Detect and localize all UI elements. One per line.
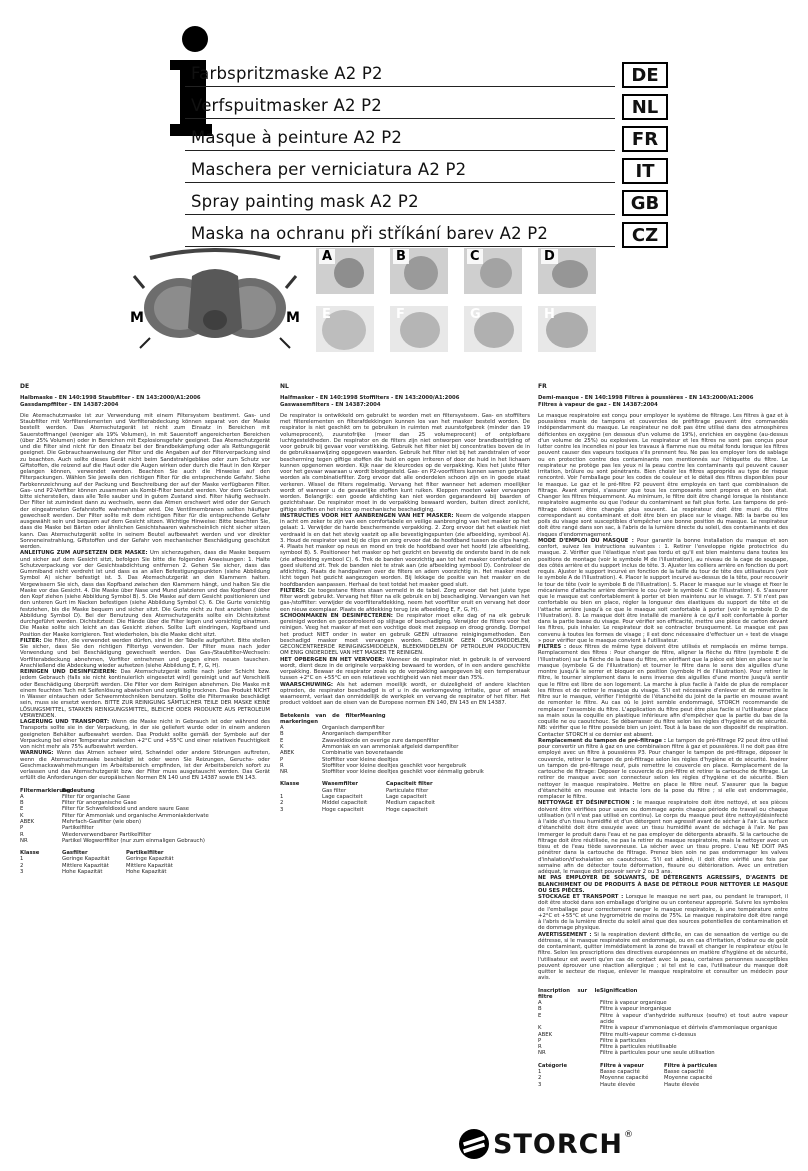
fr-filter-marking-table: Inscription sur le filtre Signification A Filtre à vapeur organique B Filtre à vapeur inorganique E Filtre à vapeur d'anhydride sulfureux (soufre) et tout autre vapeur acide K Filtre à vapeur d'ammoniaque et dérivés d'ammoniaque organique ABEK Filtre multi-vapeur comme ci-dessus P Filtre à particules R Filtre à particules réutilisable NR Filtre à particules pour une seule utilisation [538, 987, 788, 1057]
lang-box-fr: FR [622, 126, 668, 152]
fr-body: Le masque respiratoire est conçu pour employer le système de filtrage. Les filtres à gaz et à poussières munis de tampons et couvercles de préfiltrage peuvent être commandés indépendamment du masque. Le respirateur ne doit pas être utilisé dans des atmosphères déficientes en oxygène (en dessous d'un volume de 19%), enrichies en oxygène (au-dessus d'un volume de 25%) ou explosives. Le respirateur et les filtres ne sont pas conçus pour lutter contre les incendies ni pour les travaux à flamme nue ou métal fondu lorsque les filtres peuvent causer des vapeurs toxiques s'ils prennent feu. Ne pas les employer lors de sablage ou en protection contre des contaminants non mentionnés sur l'étiquette du filtre. Le respirateur ne protège pas les yeux ni la peau contre les contaminants qui peuvent causer irritation, brûlure ou sont pénétrants. Bien choisir les filtres appropriés au type de risque rencontré. Voir l'emballage pour les codes de couleur et le détail des filtres disponibles pour le masque. Le gaz et le pré-filtre P2 peuvent être employés en tant que combinaison de filtrage. Avant emploi, s'assurer que tous les composants sont propres et en bon état. Changer les filtres fréquemment. Au minimum, le filtre doit être changé lorsque la résistance respiratoire augmente ou que l'odeur du contaminant se fait plus forte. Les tampons de pré-filtrage doivent être changés plus souvent. Le respirateur doit être muni du filtre correspondant au contaminant et doit être bien en place sur le visage. NB: la barbe ou les poils du visage sont susceptibles d'empêcher une bonne position du masque. Le respirateur doit être rangé dans son sac, à l'abris de la lumière directe du soleil, des contaminants et des risques d'endommagement. [538, 412, 788, 538]
lang-box-nl: NL [622, 94, 668, 120]
de-filter-marking-table: Filtermarkierung Bedeutung A Filter für organische Gase B Filter für anorganische Gase E Filter für Schwefeldioxid und andere saure Gase K Filter für Ammoniak und organische Ammoniakderivate ABEK Mehrfach-Gasfilter (wie oben) P Partikelfilter R Wiederverwendbarer Partikelfilter NR Partikel Wegwerffilter (nur zum einmaligen Gebrauch) [20, 787, 209, 844]
figure-panel-e: E [316, 306, 374, 352]
title-cz: Maska na ochranu při stříkání barev A2 P2 [185, 215, 615, 247]
figure-panel-f: F [390, 306, 448, 352]
figure-panel-d: D [538, 248, 596, 294]
product-title-list [185, 55, 615, 247]
column-fr: FR Demi-masque - EN 140:1998 Filtres à poussières - EN 143:2000/A1:2006 Filtres à vapeur de gaz - EN 14387:2004 Le masque respiratoire est conçu pour employer le système de filtrage. Les filtres à gaz et à poussières munis de tampons et couvercles de préfiltrage peuvent être commandés indépendamment du masque. Le respirateur ne doit pas être utilisé dans des atmosphères déficientes en oxygène (en dessous d'un volume de 19%), enrichies en oxygène (au-dessus d'un volume de 25%) ou explosives. Le respirateur et les filtres ne sont pas conçus pour lutter contre les incendies ni pour les travaux à flamme nue ou métal fondu lorsque les filtres peuvent causer des vapeurs toxiques s'ils prennent feu. Ne pas les employer lors de sablage ou en protection contre des contaminants non mentionnés sur l'étiquette du filtre. Le respirateur ne protège pas les yeux ni la peau contre les contaminants qui peuvent causer irritation, brûlure ou sont pénétrants. Bien choisir les filtres appropriés au type de risque rencontré. Voir l'emballage pour les codes de couleur et le détail des filtres disponibles pour le masque. Le gaz et le pré-filtre P2 peuvent être employés en tant que combinaison de filtrage. Avant emploi, s'assurer que tous les composants sont propres et en bon état. Changer les filtres fréquemment. Au minimum, le filtre doit être changé lorsque la résistance respiratoire augmente ou que l'odeur du contaminant se fait plus forte. Les tampons de pré-filtrage doivent être changés plus souvent. Le respirateur doit être muni du filtre correspondant au contaminant et doit être bien en place sur le visage. NB: la barbe ou les poils du visage sont susceptibles d'empêcher une bonne position du masque. Le respirateur doit être rangé dans son sac, à l'abris de la lumière directe du soleil, des contaminants et des risques d'endommagement. MODE D'EMPLOI DU MASQUE : Pour garantir la bonne installation du masque et son confort, suivez les instructions suivantes : 1. Retirer l'enveloppe rigide protectrice du masque. 2. Vérifier que l'élastique n'est pas tordu et qu'il est bien maintenu dans toutes les positions de montage (voir le symbole M de l'illustration), au niveau de la cage de soupape, des côtés arrière et du support inclus de tête. 3. Ajuster les colliers arrière en fonction du port requis. Ajuster le support incurvé en fonction de la taille du tour de tête des utilisateurs (voir le symbole A de l'illustration). 4. Placer le support incurvé au-dessus de la tête, pour recouvrir le tour de tête (voir le symbole B de l'illustration). 5. Placer le masque sur le visage et fixer le mécanisme d'attache arrière derrière le cou (voir le symbole C de l'illustration). 6. S'assurer que le masque est confortablement à porter et bien maintenu sur le visage. 7. S'il n'est pas confortable ou bien en place, régler la longueur des élastiques du support de tête et de l'attache arrière jusqu'à ce que le masque soit confortable à porter (voir le symbole D de l'illustration). 8. Le masque doit être installé de manière à ce qu'il soit confortable à porter dans la partie basse du visage. Pour vérifier son efficacité, mettre une pièce de carton devant les filtres, puis inhaler. Le respirateur doit se contracter brusquement. Le masque est pas convenu à toutes les formes de visage ; il est donc nécessaire d'effectuer un « test de visage » pour vérifier que le masque convient à l'utilisateur. FILTRES : deux filtres de même type doivent être utilisés et remplacés en même temps. Remplacement des filtres : Pour changer de filtre, aligner la flèche du filtre (symbole E de l'illustration) sur la flèche de la base du filtre, en vérifiant que la pièce est bien en place sur le masque (symbole G de l'illustration) et tourner le filtre dans le sens des aiguilles d'une montre jusqu'à le serrer et bloquer en position (symbole H de l'illustration). Pour retirer le filtre, le tourner simplement dans le sens inverse des aiguilles d'une montre jusqu'à sentir que le filtre est libre de son logement. La marche à plus facile à l'aide de plus de remplacer les filtres et de retirer le masque du visage. S'il est nécessaire d'enlever et de remettre le filtre sur le masque, vérifier l'intégrité de l'étanchéité du joint de la partie en mousse avant de remonter le filtre. Au cas où le joint semble endommagé, STORCH recommande de remplacer l'ensemble du filtre. L'application du filtre peut être plus facile si l'utilisateur place sa main sous la coquille en plastique inférieure afin d'empêcher que la partie du bas de la coquille ne ou caoutchouc. Se débarrasser du filtre selon les règles d'hygiène et de sécurité. NB: vérifier que le filtre possède bien un joint. Tout à la base de son dispositif de respiration. Contacter STORCH si ce dernier est absent. Remplacement du tampon de pré-filtrage : Le tampon de pré-filtrage P2 peut être utilisé pour convertir un filtre à gaz en une combinaison filtre à gaz et poussières. Il ne doit pas être employé avec un filtre à poussières P3. Pour changer le tampon de pré-filtrage, déposer le couvercle, retirer le tampon de pré-filtrage selon les règles d'hygiène et de sécurité. Insérer un tampon de pré-filtrage neuf, puis remettre le couvercle en place. Remplacement de la cartouche de filtrage: Déposer le couvercle du pré-filtre et retirer la cartouche de filtrage. Le retirer de masque avec son connecteur selon les règles d'hygiène et de sécurité. Bien nettoyer le masque respiratoire. Mettre en place le filtre neuf. S'assurer que la bague d'étanchéité en mousse est intacte lors de la pose du filtre ; si elle est endommagée, remplacer le filtre. NETTOYAGE ET DÉSINFECTION : le masque respiratoire doit être nettoyé, et ses pièces doivent être vérifiées pour usure ou dommage après chaque période de travail ou chaque utilisation (s'il n'est pas utilisé en continu). Le corps du masque peut être nettoyé/désinfecté à l'aide d'un tissu humidifié et d'un détergent non agressif avant de sécher à l'air. La surface d'étanchéité doit être essuyée avec un tissu humidifié avant de séchage à l'air. Ne pas immerger le produit dans l'eau et ne pas employer de détergents abrasifs. Si la cartouche de filtrage doit être réutilisée, ne pas la retirer du masque respiratoire, mais la nettoyer avec un tissu et de l'eau tiède savonneuse. La sécher avec un tissu propre. L'eau NE DOIT PAS pénétrer dans la cartouche de filtrage. Prenez bien soin ne pas endommager les valves d'inhalation/d'exhalation en caoutchouc. S'il est abîmé, il doit être vérifié une fois par semaine afin de détecter toute déformation, fissure ou détérioration. Avec un entretien adéquat, le masque doit pouvoir servir 2 ou 3 ans. NE PAS EMPLOYER DE SOLVANTS, DE DÉTERGENTS AGRESSIFS, D'AGENTS DE BLANCHIMENT OU DE PRODUITS À BASE DE PÉTROLE POUR NETTOYER LE MASQUE OU SES PIÈCES. STOCKAGE ET TRANSPORT : Lorsque le masque ne sert pas, ou pendant le transport, il doit être stocké dans son emballage d'origine ou un conteneur approprié. Suivre les symboles de l'emballage pour correctement ranger le masque respiratoire, à une température entre +2°C et +55°C et une hygrométrie de moins de 75%. Le masque respiratoire doit être rangé à l'abris de la lumière directe du soleil ainsi que des sources potentielles de contamination et de dommage physique. AVERTISSEMENT : Si la respiration devient difficile, en cas de sensation de vertige ou de détresse, si le masque respiratoire est endommagé, ou en cas d'irritation, d'odeur ou de goût de contaminant, quitter immédiatement la zone de travail et changer le respirateur et/ou le filtre. Selon les prescriptions des directives européennes en matière d'hygiène et de sécurité, l'utilisateur est averti qu'en cas de contact avec la peau, certaines personnes susceptibles peuvent éprouver une réaction allergique ; si tel est le cas, l'utilisateur du masque doit quitter le secteur de risque, enlever le masque respiratoire et consulter un médecin pour avis. Inscription sur le filtre Signification A Filtre à vapeur organique B Filtre à vapeur inorganique E Filtre à vapeur d'anhydride sulfureux (soufre) et tout autre vapeur acide K Filtre à vapeur d'ammoniaque et dérivés d'ammoniaque organique ABEK Filtre multi-vapeur comme ci-dessus P Filtre à particules R Filtre à particules réutilisable NR Filtre à particules pour une seule utilisation Catégorie Filtre à vapeur Filtre à particules 1 Basse capacité Basse capacité 2 Moyenne capacité Moyenne capacité 3 Haute élevée Haute élevée [538, 383, 789, 1088]
marker-m-right: M [286, 310, 300, 326]
lang-box-gb: GB [622, 190, 668, 216]
title-it: Maschera per verniciatura A2 P2 [185, 151, 615, 183]
figure-panel-b: B [390, 248, 448, 294]
marker-m-left: M [130, 310, 144, 326]
figure-panel-h: H [538, 306, 596, 352]
fitting-illustrations [130, 248, 680, 354]
de-class-table: Klasse Gasfilter Partikelfilter 1 Geringe Kapazität Geringe Kapazität 2 Mittlere Kapazität Mittlere Kapazität 3 Hohe Kapazität Hohe Kapazität [20, 850, 174, 876]
figure-panel-c: C [464, 248, 522, 294]
fr-class-table: Catégorie Filtre à vapeur Filtre à particules 1 Basse capacité Basse capacité 2 Moyenne capacité Moyenne capacité 3 Haute élevée Haute élevée [538, 1062, 718, 1088]
title-nl: Verfspuitmasker A2 P2 [185, 87, 615, 119]
storch-logo: STORCH ® [459, 1128, 633, 1160]
de-body: Die Atemschutzmaske ist zur Verwendung mit einem Filtersystem bestimmt. Gas- und Staubfilter mit Vorfilterelementen und Vorfilterabdeckung können separat von der Maske bestellt werden. Das Atemschutzgerät ist nicht zum Einsatz in Bereichen mit Sauerstoffmangel (weniger als 19% Volumen), in mit Sauerstoff angereicherten Bereichen (über 25% Volumen) oder in Bereichen mit Explosionsgefahr geeignet. Das Atemschutzgerät und die Filter sind nicht für den Einsatz bei der Brandbekämpfung oder als Rettungsgerät geeignet. Die Gebrauchsanweisung der Filter und die Angaben auf der Filterverpackung sind zu beachten. Auch sollte dieses Gerät nicht beim Sandstrahlgebläse oder zum Schutz vor Giftstoffen, die reizend auf die Haut oder die Augen wirken oder durch die Haut in den Körper gelangen können, verwendet werden. Beachten Sie auch die Hinweise auf den Filterpackungen. Wählen Sie jeweils den richtigen Filter für die entsprechende Gefahr. Siehe Farbkennzeichnung auf der Packung und Beschreibung der auf der Maske verfügbaren Filter. Gas- und P2-Vorfilter können zusammen als Kombi-Filter benutzt werden. Vor dem Gebrauch bitte sicherstellen, dass alle Teile sauber und in gutem Zustand sind. Filter häufig wechseln. Der Filter ist zumindest dann zu wechseln, wenn das Atmen erschwert wird oder der Geruch der eingeatmeten Gefahrstoffe wahrnehmbar wird. Die Ventilmembranen sollten häufiger gewechselt werden. Der Filter sollte mit dem richtigen Filter für die entsprechende Gefahr ausgewählt sein und bequem auf dem Gesicht sitzen. Wichtige Hinweise: Bitte beachten Sie, dass die Maske bei Bärten oder ähnlichen Gesichtshaaren wahrscheinlich nicht sicher sitzen kann. Das Atemschutzgerät sollte in seinem Beutel aufbewahrt werden und vor direkter Sonneneinstrahlung, Giftstoffen und der Gefahr von mechanischer Beschädigung geschützt werden. [20, 412, 270, 550]
title-fr: Masque à peinture A2 P2 [185, 119, 615, 151]
lang-box-cz: CZ [622, 222, 668, 248]
language-codes [622, 62, 668, 254]
mask-diagram [130, 248, 300, 354]
nl-body: De respirator is ontwikkeld om gebruikt te worden met en filtersysteem. Gas- en stoffilters met filterelementen en filterafdekkingen kunnen los van het masker besteld worden. De respirator is niet geschikt om te gebruiken in ruimten met zuurstofgebrek (minder dan 19 volumeprocent), zuurstofrijke (meer dan 25 volumeprocent) of ontplofbare luchtgesteldheden. De respirator en de filters zijn niet ontworpen voor brandbestrijding of voor gebruik bij gevaar voor verstikking. Gebruik het filter niet bij concentraties boven de in de gebruiksaanwijzing opgegeven waarden. Gebruik het filter niet bij het zandstralen of voor bescherming tegen giftige stoffen die huid en ogen irriteren of door de huid in het lichaam kunnen opgenomen worden. Kijk naar de kleurcodes op de verpakking. Kies het juiste filter voor het gevaar waaraan u wordt blootgesteld. Gas- en P2-voorfilters kunnen samen gebruikt worden als combinatiefilter. Zorg ervoor dat alle onderdelen schoon zijn en in goede staat verkeren. Wissel de filters regelmatig. Vervang het filter wanneer het ademen moeilijker wordt of wanneer u de gevaarlijke stoffen kunt ruiken. Kleppen moeten vaker vervangen worden. Belangrijk: een goede afdichting kan niet worden gegarandeerd bij baarden of gezichtshaar. De respirator moet in de verpakking bewaard worden, buiten direct zonlicht, giftige stoffen en het risico op mechanische beschadiging. [280, 412, 530, 513]
title-gb: Spray painting mask A2 P2 [185, 183, 615, 215]
respirator-mask-icon [130, 248, 300, 354]
lang-box-it: IT [622, 158, 668, 184]
lang-box-de: DE [622, 62, 668, 88]
figure-panel-g: G [464, 306, 522, 352]
figure-panel-a: A [316, 248, 374, 294]
nl-class-table: Klasse Wasemfilter Capaciteit filter Gas filter Particulate filter 1 Lage capaciteit Lage capaciteit 2 Middel capaciteit Medium capaciteit 3 Hoge capaciteit Hoge capaciteit [280, 781, 435, 813]
storch-logo-icon [459, 1129, 489, 1159]
column-de: DE Halbmaske - EN 140:1998 Staubfilter - EN 143:2000/A1:2006 Gassdampffilter - EN 14387:2004 Die Atemschutzmaske ist zur Verwendung mit einem Filtersystem bestimmt. Gas- und Staubfilter mit Vorfilterelementen und Vorfilterabdeckung können separat von der Maske bestellt werden. Das Atemschutzgerät ist nicht zum Einsatz in Bereichen mit Sauerstoffmangel (weniger als 19% Volumen), in mit Sauerstoff angereicherten Bereichen (über 25% Volumen) oder in Bereichen mit Explosionsgefahr geeignet. Das Atemschutzgerät und die Filter sind nicht für den Einsatz bei der Brandbekämpfung oder als Rettungsgerät geeignet. Die Gebrauchsanweisung der Filter und die Angaben auf der Filterverpackung sind zu beachten. Auch sollte dieses Gerät nicht beim Sandstrahlgebläse oder zum Schutz vor Giftstoffen, die reizend auf die Haut oder die Augen wirken oder durch die Haut in den Körper gelangen können, verwendet werden. Beachten Sie auch die Hinweise auf den Filterpackungen. Wählen Sie jeweils den richtigen Filter für die entsprechende Gefahr. Siehe Farbkennzeichnung auf der Packung und Beschreibung der auf der Maske verfügbaren Filter. Gas- und P2-Vorfilter können zusammen als Kombi-Filter benutzt werden. Vor dem Gebrauch bitte sicherstellen, dass alle Teile sauber und in gutem Zustand sind. Filter häufig wechseln. Der Filter ist zumindest dann zu wechseln, wenn das Atmen erschwert wird oder der Geruch der eingeatmeten Gefahrstoffe wahrnehmbar wird. Die Ventilmembranen sollten häufiger gewechselt werden. Der Filter sollte mit dem richtigen Filter für die entsprechende Gefahr ausgewählt sein und bequem auf dem Gesicht sitzen. Wichtige Hinweise: Bitte beachten Sie, dass die Maske bei Bärten oder ähnlichen Gesichtshaaren wahrscheinlich nicht sicher sitzen kann. Das Atemschutzgerät sollte in seinem Beutel aufbewahrt werden und vor direkter Sonneneinstrahlung, Giftstoffen und der Gefahr von mechanischer Beschädigung geschützt werden. ANLEITUNG ZUM AUFSETZEN DER MASKE: Um sicherzugehen, dass die Maske bequem und sicher auf dem Gesicht sitzt, befolgen Sie bitte die folgenden Anweisungen: 1. Halte Schutzverpackung vor der Gesichtsabdichtung entfernen 2. Gehen Sie sicher, dass das Gummiband nicht verdreht ist und dass es an allen Befestigungspunkten (siehe Abbildung Symbol A) sicher befestigt ist. 3. Das Atemschutzgerät an den Klammern halten. Vergewissern Sie sich, dass das Kopfband zwischen den Klammern hängt, und halten Sie die Maske vor das Gesicht. 4. Die Maske über Nase und Mund platzieren und das Kopfband über den Kopf ziehen (siehe Abbildung Symbol B). 5. Die Maske auf dem Gesicht positionieren und den unteren Gurt im Nacken befestigen (siehe Abbildung Symbol C). 6. Die Gurte vorsichtig festziehen, bis die Maske bequem und sicher sitzt. Die Gurte nicht zu fest anziehen (siehe Abbildung Symbol D). Bei der Benutzung des Atemschutzgeräts sollte ein Dichtsitztest durchgeführt werden. Dichtsitztest: Die Hände über die Filter legen und vorsichtig einatmen. Die Maske sollte sich leicht an das Gesicht ziehen. Sollte Luft eindringen, Kopfband und Position der Maske korrigieren. Test wiederholen, bis die Maske dicht sitzt. FILTER: Die Filter, die verwendet werden dürfen, sind in der Tabelle aufgeführt. Bitte stellen Sie sicher, dass Sie den richtigen Filtertyp verwenden. Der Filter muss nach jeder Verwendung und bei Beschädigung gewechselt werden. Das Gas-/Staubfilter-Wechseln: Vorfilterabdeckung abnehmen, Vorfilter entnehmen und gegen einen neuen tauschen. Anschließend die Abdeckung wieder aufsetzen (siehe Abbildung E, F, G, H). REINIGEN UND DESINFIZIEREN: Das Atemschutzgerät sollte nach jeder Schicht bzw. jedem Gebrauch (falls sie nicht kontinuierlich eingesetzt wird) gereinigt und auf Verschleiß oder Beschädigung überprüft werden. Die Filter vor dem Reinigen abnehmen. Die Maske mit einem feuchten Tuch mit Seifenlösung abwischen und sorgfältig trocknen. Das Produkt NICHT in Wasser eintauchen oder Schwemmtechniken benutzen. Sollte die Filtermaske beschädigt sein, muss sie ersetzt werden. BITTE ZUR REINIGUNG SÄMTLICHER TEILE DER MASKE KEINE LÖSUNGSMITTEL, STARKEN REINIGUNGSMITTEL, BLEICHE ODER PRODUKTE AUS PETROLEUM VERWENDEN. LAGERUNG UND TRANSPORT: Wenn die Maske nicht in Gebrauch ist oder während des Transports sollte sie in der Verpackung, in der sie geliefert wurde oder in einem anderen geeigneten Behälter aufbewahrt werden. Das Produkt sollte gemäß der Symbole auf der Verpackung bei einer Temperatur zwischen +2°C und +55°C und einer relativen Feuchtigkeit von nicht mehr als 75% aufbewahrt werden. WARNUNG: Wenn das Atmen schwer wird, Schwindel oder andere Störungen auftreten, wenn die Atemschutzmaske beschädigt ist oder wenn Sie Reizungen, Geruchs- oder Geschmackswahrnehmungen im Arbeitsbereich empfinden, ist der Arbeitsbereich sofort zu verlassen und das Atemschutzgerät bzw. der Filter muss ausgetauscht werden. Das Gerät erfüllt die Anforderungen der europäischen Normen EN 140 und EN 14387 sowie EN 143. Filtermarkierung Bedeutung A Filter für organische Gase B Filter für anorganische Gase E Filter für Schwefeldioxid und andere saure Gase K Filter für Ammoniak und organische Ammoniakderivate ABEK Mehrfach-Gasfilter (wie oben) P Partikelfilter R Wiederverwendbarer Partikelfilter NR Partikel Wegwerffilter (nur zum einmaligen Gebrauch) Klasse Gasfilter Partikelfilter 1 Geringe Kapazität Geringe Kapazität 2 Mittlere Kapazität Mittlere Kapazität 3 Hohe Kapazität Hohe Kapazität [20, 383, 270, 876]
column-nl: NL Halfmasker - EN 140:1998 Stoffilters - EN 143:2000/A1:2006 Gaswasemfilters - EN 14387:2004 De respirator is ontwikkeld om gebruikt te worden met en filtersysteem. Gas- en stoffilters met filterelementen en filterafdekkingen kunnen los van het masker besteld worden. De respirator is niet geschikt om te gebruiken in ruimten met zuurstofgebrek (minder dan 19 volumeprocent), zuurstofrijke (meer dan 25 volumeprocent) of ontplofbare luchtgesteldheden. De respirator en de filters zijn niet ontworpen voor brandbestrijding of voor gebruik bij gevaar voor verstikking. Gebruik het filter niet bij concentraties boven de in de gebruiksaanwijzing opgegeven waarden. Gebruik het filter niet bij het zandstralen of voor bescherming tegen giftige stoffen die huid en ogen irriteren of door de huid in het lichaam kunnen opgenomen worden. Kijk naar de kleurcodes op de verpakking. Kies het juiste filter voor het gevaar waaraan u wordt blootgesteld. Gas- en P2-voorfilters kunnen samen gebruikt worden als combinatiefilter. Zorg ervoor dat alle onderdelen schoon zijn en in goede staat verkeren. Wissel de filters regelmatig. Vervang het filter wanneer het ademen moeilijker wordt of wanneer u de gevaarlijke stoffen kunt ruiken. Kleppen moeten vaker vervangen worden. Belangrijk: een goede afdichting kan niet worden gegarandeerd bij baarden of gezichtshaar. De respirator moet in de verpakking bewaard worden, buiten direct zonlicht, giftige stoffen en het risico op mechanische beschadiging. INSTRUCTIES VOOR HET AANBRENGEN VAN HET MASKER: Neem de volgende stappen in acht om zeker te zijn van een comfortabele en veilige aanbrenging van het masker op het gelaat: 1. Verwijder de harde beschermende verpakking. 2. Zorg ervoor dat het elastiek niet verdraaid is en dat het stevig vastzit op alle bevestigingspunten (zie afbeelding, symbool A). 3. Houd de respirator vast bij de clips en zorg ervoor dat de hoofdband tussen de clips hangt. 4. Plaats het masker op neus en mond en trek de hoofdband over het hoofd (zie afbeelding, symbool B). 5. Positioneer het masker op het gezicht en bevestig de onderste band in de nek (zie afbeelding symbool C). 6. Trek de banden voorzichtig aan tot het masker comfortabel en goed sluitend zit. Trek de banden niet te strak aan (zie afbeelding symbool D). Controleer de afdichting. Plaats de handpalmen over de filters en adem voorzichtig in. Het masker moet licht tegen het gezicht aangezogen worden. Bij lekkage de positie van het masker en de hoofdbanden aanpassen. Herhaal de test totdat het masker goed sluit. FILTERS: De toegestane filters staan vermeld in de tabel. Zorg ervoor dat het juiste type filter wordt gebruikt. Vervang het filter na elk gebruik en bij beschadiging. Vervangen van het gas-/stoffilter: verwijder de voorfilterafdekking, neem het voorfilter eruit en vervang het door een nieuw exemplaar. Plaats de afdekking terug (zie afbeelding E, F, G, H). SCHOONMAKEN EN DESINFECTEREN: De respirator moet elke dag of na elk gebruik gereinigd worden en gecontroleerd op slijtage of beschadiging. Verwijder de filters voor het reinigen. Veeg het masker af met een vochtige doek met zeepsop en droog grondig. Dompel het product NIET onder in water en gebruik GEEN ultrasone reinigingsmethoden. Een beschadigd masker moet vervangen worden. GEBRUIK GEEN OPLOSMIDDELEN, GECONCENTREERDE REINIGINGSMIDDELEN, BLEEKMIDDELEN OF PETROLEUM PRODUCTEN OM ENIG ONDERDEEL VAN HET MASKER TE REINIGEN. HET OPBERGEN EN HET VERVOER: Wanneer de respirator niet in gebruik is of vervoerd wordt, dient deze in de originele verpakking bewaard te worden, of in een andere geschikte verpakking. Bewaar de respirator zoals op de verpakking aangegeven bij een temperatuur tussen +2°C en +55°C en een relatieve vochtigheid van niet meer dan 75%. WAARSCHUWING: Als het ademen moeilijk wordt, er duizeligheid of andere klachten optreden, de respirator beschadigd is of u in de werkomgeving irritatie, geur of smaak waarneemt, verlaat dan onmiddellijk de werkplek en vervang de respirator of het filter. Het product voldoet aan de eisen van de Europese normen EN 140, EN 143 en EN 14387. Betekenis van de filter markeringen Meaning A Organisch dampenfilter B Anorganisch dampenfilter E Zwaveldioxide en overige zure dampenfilter K Ammoniak en van ammoniak afgeleid dampenfilter ABEK Combinatie van bovenstaande P Stoffilter voor kleine deeltjes R Stoffilter voor kleine deeltjes geschikt voor hergebruik NR Stoffilter voor kleine deeltjes geschikt voor éénmalig gebruik Klasse Wasemfilter Capaciteit filter Gas filter Particulate filter 1 Lage capaciteit Lage capaciteit 2 Middel capaciteit Medium capaciteit 3 Hoge capaciteit Hoge capaciteit [280, 383, 531, 813]
title-de: Farbspritzmaske A2 P2 [185, 55, 615, 87]
nl-filter-marking-table: Betekenis van de filter markeringen Meaning A Organisch dampenfilter B Anorganisch dampenfilter E Zwaveldioxide en overige zure dampenfilter K Ammoniak en van ammoniak afgeleid dampenfilter ABEK Combinatie van bovenstaande P Stoffilter voor kleine deeltjes R Stoffilter voor kleine deeltjes geschikt voor hergebruik NR Stoffilter voor kleine deeltjes geschikt voor éénmalig gebruik [280, 712, 484, 776]
